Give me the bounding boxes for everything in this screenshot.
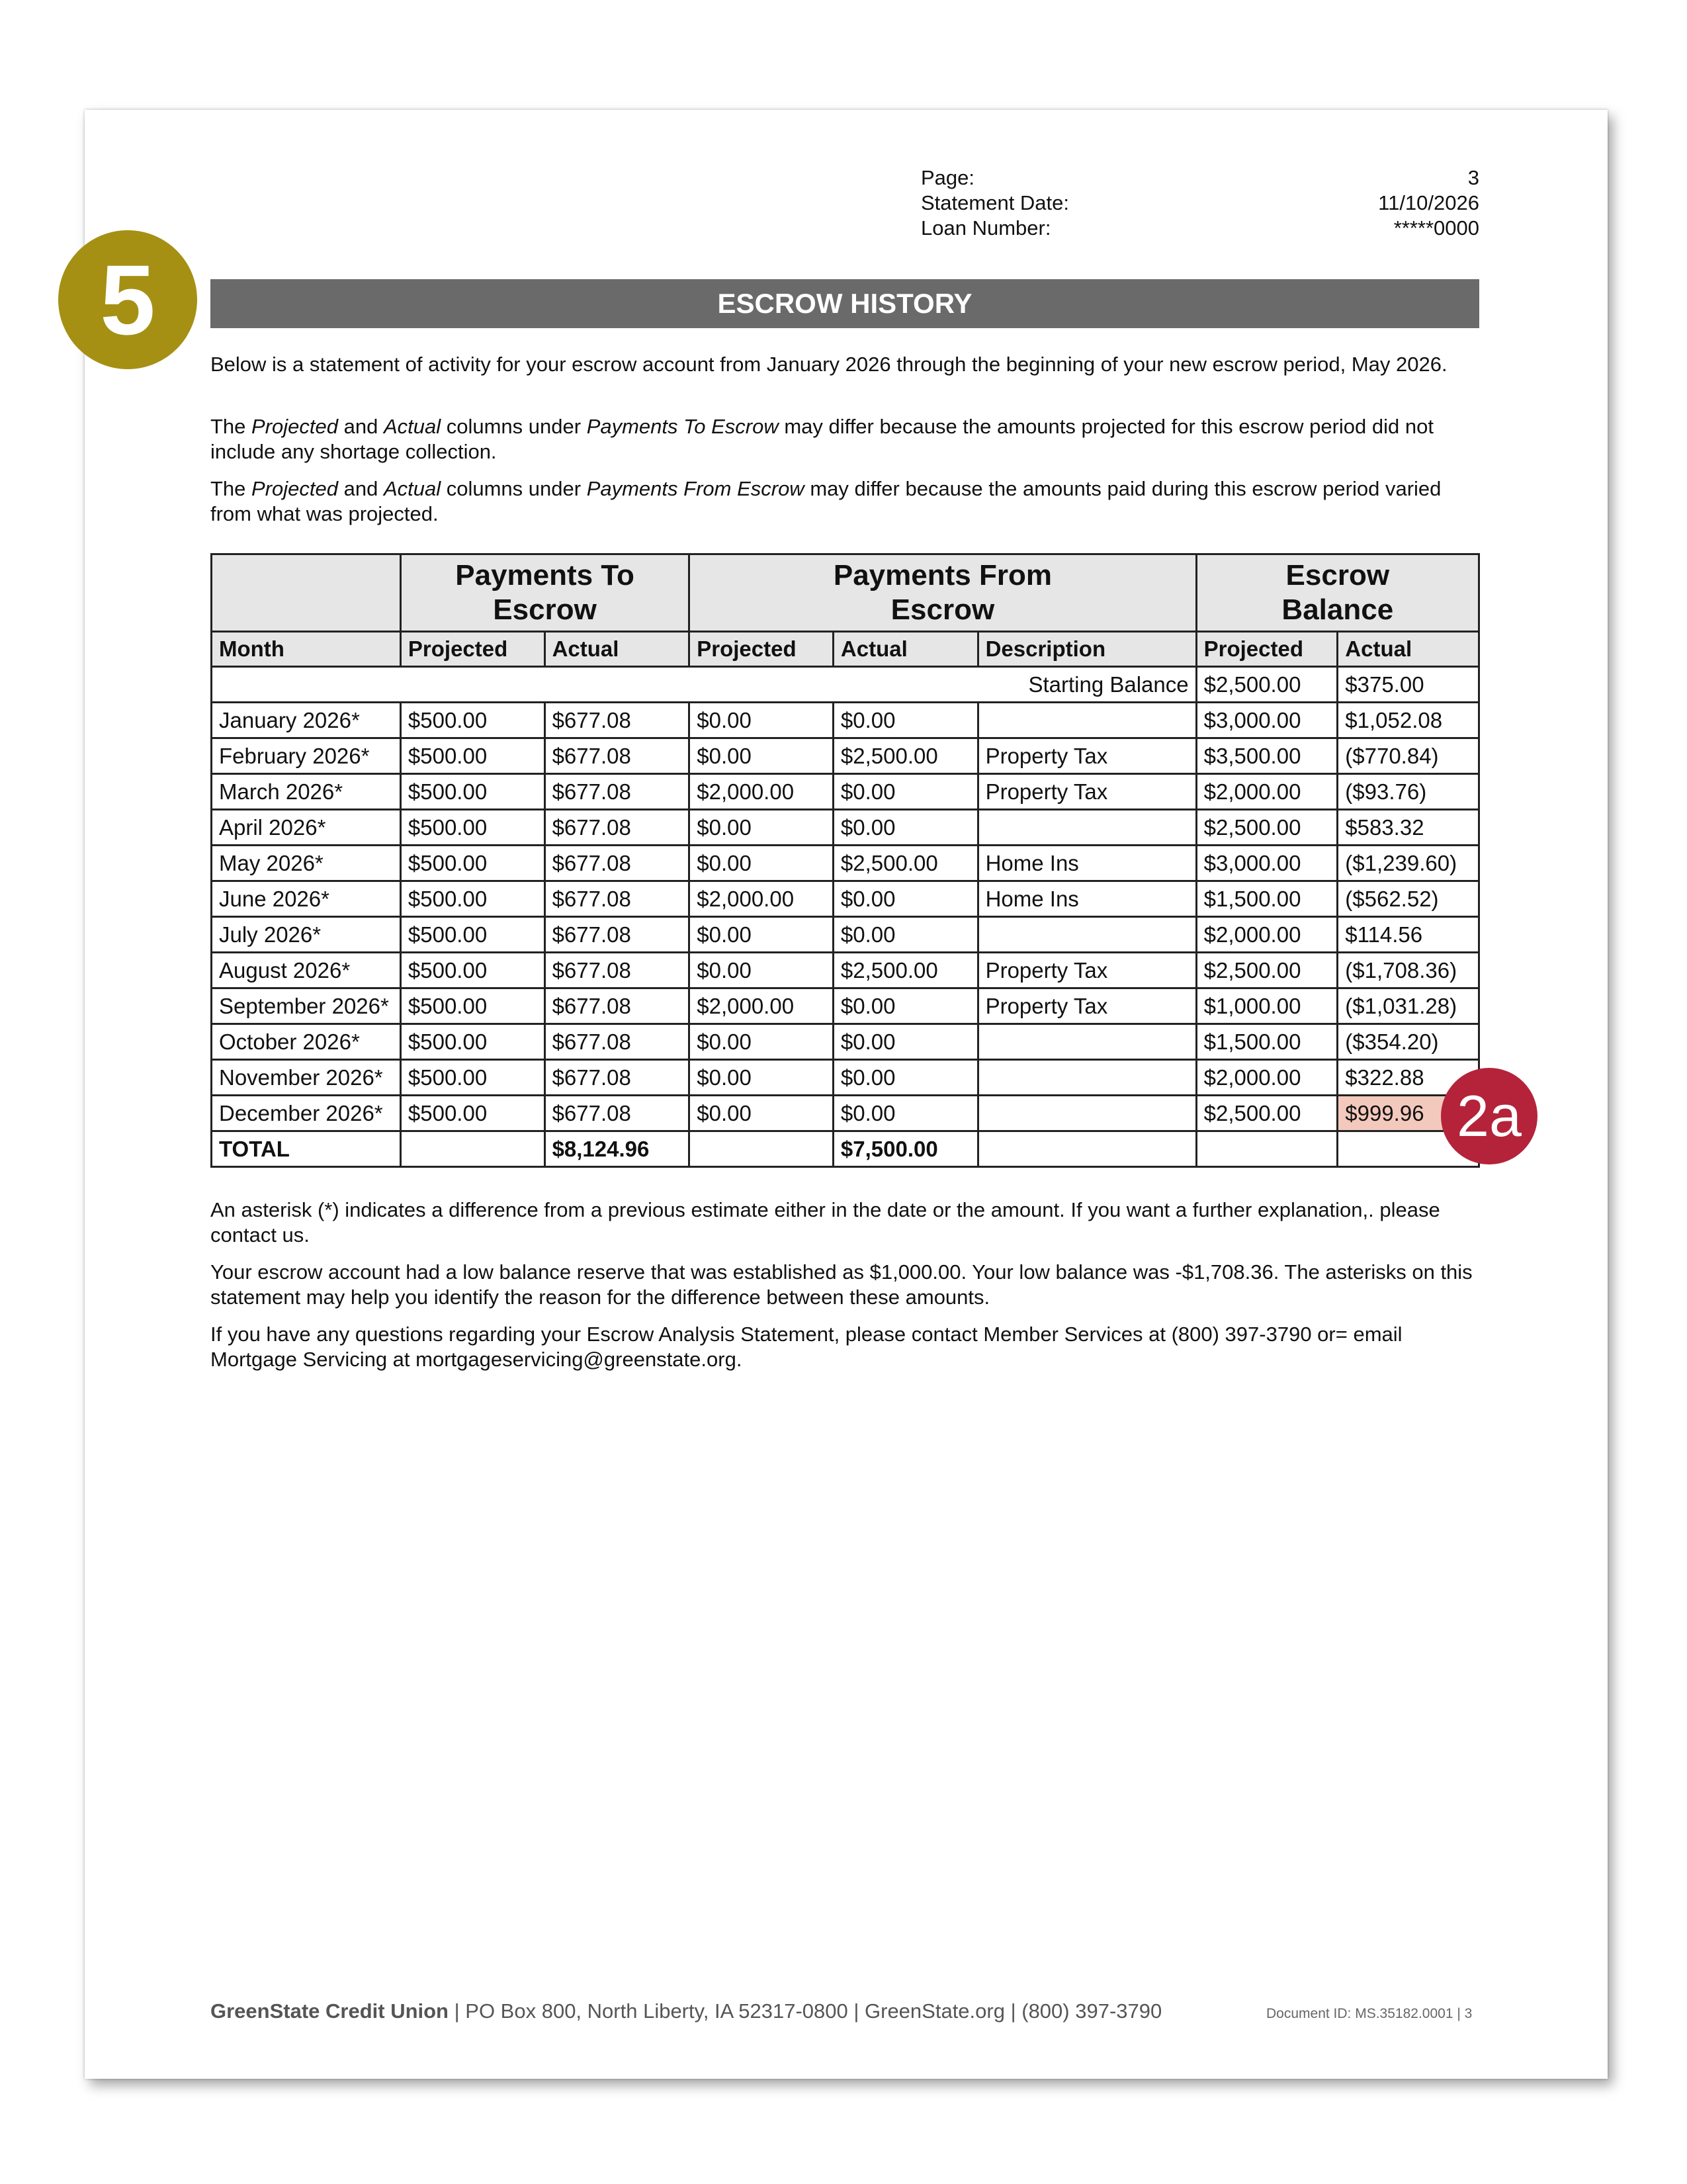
intro-paragraph-1: Below is a statement of activity for your escrow account from January 2026 through the beginning of your new escrow period, May 2026. <box>210 353 1448 376</box>
col-balance-actual: Actual <box>1338 632 1479 667</box>
cell-balance-actual: $583.32 <box>1338 810 1479 846</box>
cell-description <box>978 810 1196 846</box>
total-to-actual: $8,124.96 <box>544 1131 689 1167</box>
escrow-history-table <box>210 553 1480 1168</box>
table-row <box>212 953 1479 988</box>
intro-paragraph-3: The Projected and Actual columns under Payments From Escrow may differ because the amounts paid during this escrow period varied from what was projected. <box>210 477 1442 525</box>
cell-month: November 2026* <box>212 1060 401 1096</box>
cell-balance-projected: $2,500.00 <box>1196 810 1338 846</box>
cell-balance-projected: $3,500.00 <box>1196 738 1338 774</box>
cell-to-projected: $500.00 <box>400 881 544 917</box>
section-number-badge: 5 <box>58 230 197 369</box>
cell-balance-actual: ($562.52) <box>1338 881 1479 917</box>
col-description: Description <box>978 632 1196 667</box>
cell-balance-projected: $3,000.00 <box>1196 846 1338 881</box>
cell-to-projected: $500.00 <box>400 917 544 953</box>
cell-balance-projected: $2,000.00 <box>1196 1060 1338 1096</box>
table-row <box>212 988 1479 1024</box>
col-month: Month <box>212 632 401 667</box>
cell-balance-actual: ($1,708.36) <box>1338 953 1479 988</box>
cell-from-actual: $0.00 <box>833 1024 978 1060</box>
page-value: 3 <box>1467 166 1479 189</box>
table-row <box>212 917 1479 953</box>
cell-to-projected: $500.00 <box>400 703 544 738</box>
cell-month: October 2026* <box>212 1024 401 1060</box>
cell-to-actual: $677.08 <box>544 846 689 881</box>
cell-month: February 2026* <box>212 738 401 774</box>
statement-date-label: Statement Date: <box>921 191 1070 214</box>
cell-month: July 2026* <box>212 917 401 953</box>
cell-to-projected: $500.00 <box>400 1060 544 1096</box>
loan-number-value: *****0000 <box>1393 216 1479 240</box>
starting-balance-row <box>212 667 1479 703</box>
footer-contact: | PO Box 800, North Liberty, IA 52317-0800 | GreenState.org | (800) 397-3790 <box>449 1999 1162 2023</box>
cell-from-projected: $0.00 <box>689 917 834 953</box>
cell-month: June 2026* <box>212 881 401 917</box>
cell-from-projected: $0.00 <box>689 1096 834 1131</box>
table-row <box>212 846 1479 881</box>
cell-from-actual: $2,500.00 <box>833 738 978 774</box>
cell-from-actual: $0.00 <box>833 881 978 917</box>
cell-from-actual: $2,500.00 <box>833 953 978 988</box>
cell-balance-projected: $1,000.00 <box>1196 988 1338 1024</box>
cell-balance-actual: ($770.84) <box>1338 738 1479 774</box>
cell-from-projected: $2,000.00 <box>689 881 834 917</box>
cell-balance-projected: $3,000.00 <box>1196 703 1338 738</box>
group-payments-to-escrow: Payments To Escrow <box>400 554 689 632</box>
table-row <box>212 1060 1479 1096</box>
cell-balance-actual: ($93.76) <box>1338 774 1479 810</box>
cell-from-projected: $0.00 <box>689 846 834 881</box>
group-payments-from-escrow: Payments From Escrow <box>689 554 1196 632</box>
cell-empty <box>689 1131 834 1167</box>
cell-from-projected: $0.00 <box>689 953 834 988</box>
col-from-actual: Actual <box>833 632 978 667</box>
asterisk-note: An asterisk (*) indicates a difference from a previous estimate either in the date or the amount. If you want a further explanation,. please contact us. <box>210 1198 1440 1246</box>
cell-from-actual: $0.00 <box>833 1060 978 1096</box>
document-id: Document ID: MS.35182.0001 | 3 <box>1266 2006 1473 2021</box>
cell-to-projected: $500.00 <box>400 846 544 881</box>
cell-month: December 2026* <box>212 1096 401 1131</box>
cell-balance-projected: $2,500.00 <box>1196 1096 1338 1131</box>
cell-to-projected: $500.00 <box>400 953 544 988</box>
cell-balance-projected: $2,000.00 <box>1196 917 1338 953</box>
col-to-actual: Actual <box>544 632 689 667</box>
table-row <box>212 703 1479 738</box>
cell-month: May 2026* <box>212 846 401 881</box>
cell-to-actual: $677.08 <box>544 1096 689 1131</box>
total-row <box>212 1131 1479 1167</box>
cell-from-projected: $0.00 <box>689 703 834 738</box>
table-row <box>212 1024 1479 1060</box>
cell-to-actual: $677.08 <box>544 738 689 774</box>
cell-to-projected: $500.00 <box>400 810 544 846</box>
statement-meta <box>921 165 1479 241</box>
cell-empty <box>978 1131 1196 1167</box>
starting-balance-actual: $375.00 <box>1338 667 1479 703</box>
cell-balance-actual: ($1,031.28) <box>1338 988 1479 1024</box>
cell-from-actual: $0.00 <box>833 1096 978 1131</box>
cell-month: March 2026* <box>212 774 401 810</box>
cell-from-actual: $0.00 <box>833 810 978 846</box>
total-label: TOTAL <box>212 1131 401 1167</box>
cell-balance-projected: $2,500.00 <box>1196 953 1338 988</box>
cell-to-actual: $677.08 <box>544 988 689 1024</box>
col-from-projected: Projected <box>689 632 834 667</box>
cell-empty <box>1196 1131 1338 1167</box>
cell-balance-actual: ($354.20) <box>1338 1024 1479 1060</box>
cell-month: August 2026* <box>212 953 401 988</box>
cell-from-actual: $0.00 <box>833 774 978 810</box>
cell-to-projected: $500.00 <box>400 1096 544 1131</box>
header-blank <box>212 554 401 632</box>
starting-balance-projected: $2,500.00 <box>1196 667 1338 703</box>
cell-description <box>978 703 1196 738</box>
cell-description <box>978 1096 1196 1131</box>
cell-to-projected: $500.00 <box>400 988 544 1024</box>
cell-to-actual: $677.08 <box>544 1024 689 1060</box>
col-balance-projected: Projected <box>1196 632 1338 667</box>
cell-from-projected: $0.00 <box>689 1024 834 1060</box>
cell-from-actual: $2,500.00 <box>833 846 978 881</box>
cell-to-projected: $500.00 <box>400 1024 544 1060</box>
total-from-actual: $7,500.00 <box>833 1131 978 1167</box>
table-row <box>212 1096 1479 1131</box>
cell-to-actual: $677.08 <box>544 953 689 988</box>
starting-balance-label: Starting Balance <box>212 667 1197 703</box>
cell-balance-actual: $322.88 <box>1338 1060 1479 1096</box>
cell-description: Property Tax <box>978 988 1196 1024</box>
cell-balance-actual: $114.56 <box>1338 917 1479 953</box>
table-row <box>212 810 1479 846</box>
cell-balance-projected: $1,500.00 <box>1196 1024 1338 1060</box>
cell-to-actual: $677.08 <box>544 774 689 810</box>
cell-from-actual: $0.00 <box>833 988 978 1024</box>
cell-description: Property Tax <box>978 953 1196 988</box>
cell-empty <box>400 1131 544 1167</box>
cell-description: Home Ins <box>978 846 1196 881</box>
group-escrow-balance: Escrow Balance <box>1196 554 1479 632</box>
cell-description <box>978 917 1196 953</box>
cell-to-actual: $677.08 <box>544 1060 689 1096</box>
table-row <box>212 774 1479 810</box>
section-title-banner: ESCROW HISTORY <box>210 279 1479 328</box>
cell-balance-actual: $999.96 <box>1338 1096 1479 1131</box>
cell-balance-projected: $2,000.00 <box>1196 774 1338 810</box>
cell-balance-actual: $1,052.08 <box>1338 703 1479 738</box>
loan-number-label: Loan Number: <box>921 216 1051 240</box>
cell-month: September 2026* <box>212 988 401 1024</box>
cell-description: Home Ins <box>978 881 1196 917</box>
cell-to-projected: $500.00 <box>400 738 544 774</box>
cell-to-actual: $677.08 <box>544 703 689 738</box>
cell-description: Property Tax <box>978 738 1196 774</box>
cell-to-projected: $500.00 <box>400 774 544 810</box>
callout-badge: 2a <box>1441 1068 1537 1164</box>
cell-month: April 2026* <box>212 810 401 846</box>
table-row <box>212 738 1479 774</box>
intro-paragraph-2: The Projected and Actual columns under Payments To Escrow may differ because the amounts projected for this escrow period did not include any shortage collection. <box>210 415 1434 463</box>
table-row <box>212 881 1479 917</box>
cell-from-projected: $0.00 <box>689 1060 834 1096</box>
col-to-projected: Projected <box>400 632 544 667</box>
contact-note: If you have any questions regarding your Escrow Analysis Statement, please contact Member Services at (800) 397-3790 or= email Mortgage Servicing at mortgageservicing@greenstate.org. <box>210 1323 1403 1371</box>
cell-from-actual: $0.00 <box>833 917 978 953</box>
low-balance-note: Your escrow account had a low balance reserve that was established as $1,000.00. Your low balance was -$1,708.36. The asterisks on this statement may help you identify the reason for the difference between these amounts. <box>210 1260 1473 1309</box>
cell-from-projected: $2,000.00 <box>689 988 834 1024</box>
cell-month: January 2026* <box>212 703 401 738</box>
cell-description: Property Tax <box>978 774 1196 810</box>
cell-balance-projected: $1,500.00 <box>1196 881 1338 917</box>
cell-description <box>978 1024 1196 1060</box>
cell-from-projected: $2,000.00 <box>689 774 834 810</box>
cell-from-projected: $0.00 <box>689 810 834 846</box>
cell-description <box>978 1060 1196 1096</box>
cell-to-actual: $677.08 <box>544 881 689 917</box>
statement-date-value: 11/10/2026 <box>1378 191 1479 214</box>
cell-from-projected: $0.00 <box>689 738 834 774</box>
cell-to-actual: $677.08 <box>544 810 689 846</box>
page-label: Page: <box>921 166 975 189</box>
cell-to-actual: $677.08 <box>544 917 689 953</box>
cell-from-actual: $0.00 <box>833 703 978 738</box>
footer-address <box>210 1999 1162 2023</box>
cell-balance-actual: ($1,239.60) <box>1338 846 1479 881</box>
footer-org: GreenState Credit Union <box>210 1999 449 2023</box>
